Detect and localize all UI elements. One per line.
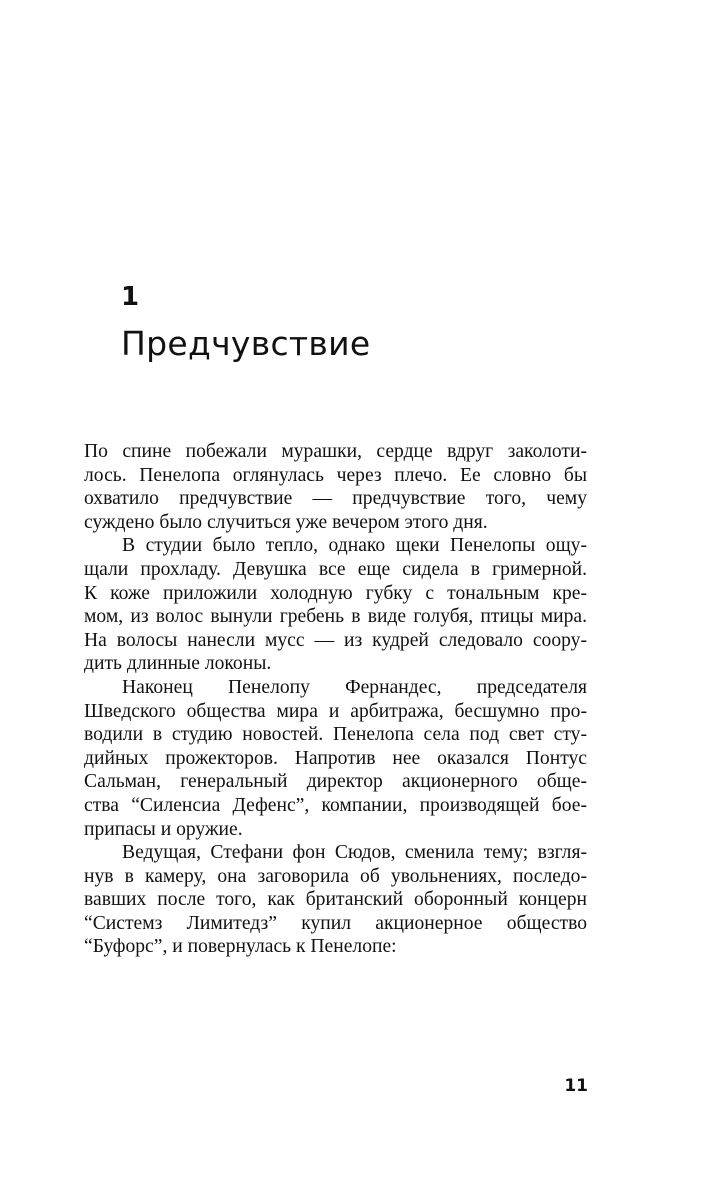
text-line: Шведского общества мира и арбитража, бесшумно про-: [84, 700, 587, 722]
body-text: [84, 440, 587, 959]
text-line: водили в студию новостей. Пенелопа села под свет сту-: [84, 724, 587, 746]
text-line: В студии было тепло, однако щеки Пенелопы ощу-: [122, 535, 587, 557]
text-line: припасы и оружие.: [84, 818, 243, 840]
text-line: “Буфорс”, и повернулась к Пенелопе:: [84, 936, 397, 958]
text-line: ства “Силенсиа Дефенс”, компании, производящей бое-: [84, 794, 587, 816]
text-line: дийных прожекторов. Напротив нее оказался Понтус: [84, 747, 587, 769]
text-line: По спине побежали мурашки, сердце вдруг заколоти-: [84, 441, 587, 462]
text-line: Ведущая, Стефани фон Сюдов, сменила тему; взгля-: [122, 842, 587, 864]
text-line: охватило предчувствие — предчувствие того, чему: [84, 488, 587, 510]
text-line: дить длинные локоны.: [84, 653, 272, 675]
text-line: На волосы нанесли мусс — из кудрей следовало соору-: [84, 629, 587, 651]
text-line: суждено было случиться уже вечером этого дня.: [84, 511, 488, 533]
text-line: “Системз Лимитедз” купил акционерное общество: [84, 912, 587, 934]
page-number: 11: [564, 1076, 588, 1096]
text-line: Наконец Пенелопу Фернандес, председателя: [122, 676, 587, 698]
text-line: мом, из волос вынули гребень в виде голубя, птицы мира.: [84, 606, 587, 628]
text-line: вавших после того, как британский оборонный концерн: [84, 889, 587, 911]
text-line: лось. Пенелопа оглянулась через плечо. Ее словно бы: [84, 464, 587, 486]
chapter-title: Предчувствие: [121, 324, 371, 363]
text-line: щали прохладу. Девушка все еще сидела в гримерной.: [84, 558, 587, 580]
text-line: нув в камеру, она заговорила об увольнениях, последо-: [84, 865, 587, 887]
chapter-number: 1: [121, 282, 140, 312]
text-line: Сальман, генеральный директор акционерного обще-: [84, 771, 587, 793]
text-line: К коже приложили холодную губку с тональным кре-: [84, 582, 587, 604]
